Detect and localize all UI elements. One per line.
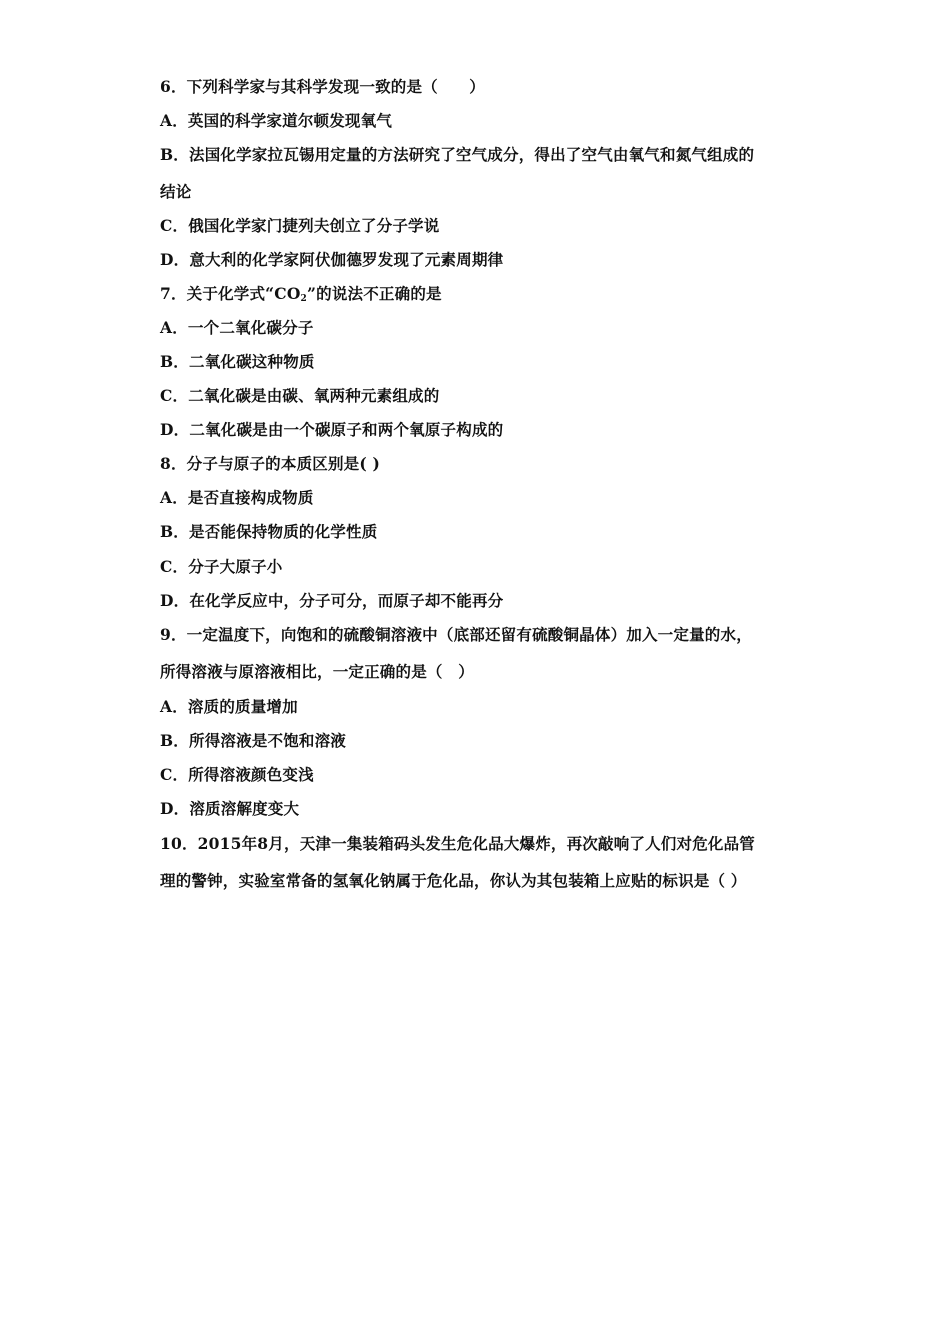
question-7-option-c: C．二氧化碳是由碳、氧两种元素组成的 — [160, 386, 440, 405]
question-8-stem: 8．分子与原子的本质区别是( ) — [160, 454, 381, 473]
question-7-option-a: A．一个二氧化碳分子 — [160, 318, 314, 337]
question-6-option-b-continued: 结论 — [160, 182, 192, 201]
question-8-option-d: D．在化学反应中，分子可分，而原子却不能再分 — [160, 591, 504, 610]
co2-subscript: 2 — [300, 294, 308, 304]
question-9-stem: 9．一定温度下，向饱和的硫酸铜溶液中（底部还留有硫酸铜晶体）加入一定量的水， — [160, 625, 752, 644]
question-7-stem-suffix: ”的说法不正确的是 — [307, 284, 442, 303]
question-10-stem-continued: 理的警钟，实验室常备的氢氧化钠属于危化品，你认为其包装箱上应贴的标识是（ ） — [160, 871, 747, 890]
question-9-option-a: A．溶质的质量增加 — [160, 697, 298, 716]
question-9-option-b: B．所得溶液是不饱和溶液 — [160, 731, 347, 750]
question-8-option-c: C．分子大原子小 — [160, 557, 283, 576]
question-6-option-d: D．意大利的化学家阿伏伽德罗发现了元素周期律 — [160, 250, 504, 269]
question-6-option-a: A．英国的科学家道尔顿发现氧气 — [160, 111, 393, 130]
question-6-option-c: C．俄国化学家门捷列夫创立了分子学说 — [160, 216, 440, 235]
question-6-stem: 6．下列科学家与其科学发现一致的是（ ） — [160, 77, 485, 96]
question-7-stem — [160, 283, 820, 305]
question-7-option-d: D．二氧化碳是由一个碳原子和两个氧原子构成的 — [160, 420, 504, 439]
question-9-option-d: D．溶质溶解度变大 — [160, 799, 300, 818]
question-7-option-b: B．二氧化碳这种物质 — [160, 352, 315, 371]
question-8-option-b: B．是否能保持物质的化学性质 — [160, 522, 378, 541]
question-10-stem: 10．2015年8月，天津一集装箱码头发生危化品大爆炸，再次敲响了人们对危化品管 — [160, 834, 755, 853]
question-7-stem-prefix: 7．关于化学式“CO — [160, 284, 301, 303]
question-9-option-c: C．所得溶液颜色变浅 — [160, 765, 314, 784]
question-6-option-b: B．法国化学家拉瓦锡用定量的方法研究了空气成分，得出了空气由氧气和氮气组成的 — [160, 145, 755, 164]
question-8-option-a: A．是否直接构成物质 — [160, 488, 314, 507]
question-9-stem-continued: 所得溶液与原溶液相比，一定正确的是（ ） — [160, 662, 475, 681]
